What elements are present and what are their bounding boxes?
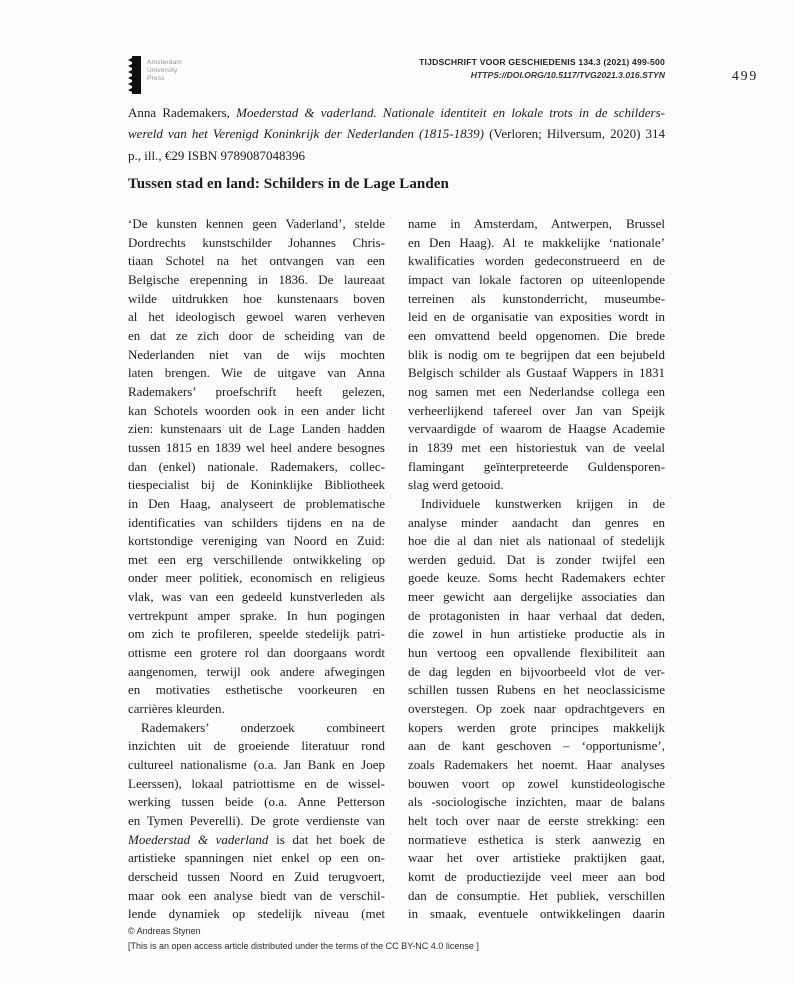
body-text-line: schillen tussen Rubens en het neoclassicisme — [408, 682, 665, 698]
body-text-line: tiespecialist bij de Koninklijke Bibliotheek — [128, 477, 385, 493]
journal-title-issue: TIJDSCHRIFT VOOR GESCHIEDENIS 134.3 (2021) 499-500 — [419, 57, 665, 67]
body-text-line: komt de productiezijde veel meer aan bod — [408, 868, 665, 884]
body-text-line: werden geduid. Dat is zonder twijfel een — [408, 551, 665, 567]
journal-header — [128, 56, 665, 82]
body-text-line: in 1839 met een historiestuk van de veelal — [408, 439, 665, 455]
body-text-line: artistieke spanningen niet enkel op een on- — [128, 850, 385, 866]
copyright-line: © Andreas Stynen — [128, 926, 201, 936]
body-text-line: vlak, was van een gedeeld kunstverleden als — [128, 589, 385, 605]
citation-line: wereld van het Verenigd Koninkrijk der Nederlanden (1815-1839) (Verloren; Hilversum, 2020) 314 — [128, 126, 665, 142]
body-text-line: Belgisch schilder als Gustaaf Wappers in 1831 — [408, 365, 665, 381]
body-text-line: cultureel nationalisme (o.a. Jan Bank en Joep — [128, 757, 385, 773]
body-text-line: Dordrechts kunstschilder Johannes Chris- — [128, 234, 385, 250]
body-text-line: normatieve esthetica is sterk aanwezig en — [408, 831, 665, 847]
citation-line: p., ill., €29 ISBN 9789087048396 — [128, 147, 305, 163]
body-text-line: aangenomen, terwijl ook andere afwegingen — [128, 663, 385, 679]
body-text-line: kwalificaties worden gedeconstrueerd en de — [408, 253, 665, 269]
citation-line: Anna Rademakers, Moederstad & vaderland. Nationale identiteit en lokale trots in de schilders- — [128, 105, 665, 120]
body-text-line: Individuele kunstwerken krijgen in de — [421, 495, 665, 511]
page-footer — [128, 924, 479, 953]
body-text-line: laten brengen. Wie de uitgave van Anna — [128, 365, 385, 381]
body-text-line: de protagonisten in haar verhaal dat deden, — [408, 607, 665, 623]
body-text-line: in Den Haag, analyseert de problematische — [128, 495, 385, 511]
body-text-line: en Tymen Peverelli). De grote verdienste van — [128, 813, 385, 828]
body-column-right — [408, 215, 665, 924]
body-text-line: Nederlanden niet van de wijs mochten — [128, 346, 385, 362]
body-text-line: kortstondige vereniging van Noord en Zuid: — [128, 533, 385, 549]
body-text-line: nog samen met een Nederlandse collega een — [408, 383, 665, 399]
body-text-line: ‘De kunsten kennen geen Vaderland’, stelde — [128, 216, 385, 231]
body-text-line: kan Schotels woorden ook in een ander licht — [128, 402, 385, 418]
review-heading: Tussen stad en land: Schilders in de Lage Landen — [128, 176, 450, 192]
body-text-line: Moederstad & vaderland is dat het boek de — [128, 831, 386, 847]
body-text-line: dan de consumptie. Het publiek, verschillen — [408, 887, 665, 903]
body-text-line: tussen 1815 en 1839 wel heel andere besognes — [128, 439, 385, 455]
book-citation — [128, 102, 665, 166]
body-text-line: maar ook een analyse biedt van de verschil- — [128, 887, 385, 903]
body-text-line: Belgische erepenning in 1836. De laureaat — [128, 271, 385, 287]
body-text-line: lende dynamiek op stedelijk niveau (met — [128, 906, 385, 922]
body-text-line: de dag legden en bijvoorbeeld vlot de ver- — [408, 663, 665, 679]
body-text-line: een omvattend beeld opgenomen. Die brede — [408, 327, 665, 343]
body-text-line: en dat ze zich door de scheiding van de — [128, 327, 385, 343]
body-text-line: met een erg verschillende ontwikkeling op — [128, 551, 385, 567]
body-text-line: slag werd getooid. — [408, 477, 504, 493]
body-text-line: analyse minder aandacht dan genres en — [408, 514, 665, 530]
body-text-line: wilde uitdrukken hoe kunstenaars boven — [128, 290, 385, 306]
body-text-line: die zowel in hun artistieke productie als in — [408, 626, 665, 642]
publisher-name-line: Press — [147, 75, 165, 82]
body-text-line: werking tussen beide (o.a. Anne Petterson — [128, 794, 385, 810]
body-text-line: bouwen voort op zowel kunstideologische — [408, 775, 665, 791]
body-text-line: meer gewicht aan dergelijke associaties dan — [408, 589, 665, 605]
body-column-left — [128, 215, 385, 924]
body-text-line: verheerlijkend tafereel over Jan van Speijk — [408, 402, 665, 418]
body-text-line: en Den Haag). Al te makkelijke ‘nationale’ — [408, 234, 665, 250]
body-text-line: als -sociologische inzichten, maar de balans — [408, 794, 665, 810]
body-text-line: blik is nodig om te begrijpen dat een bejubeld — [408, 346, 665, 362]
body-text-line: en motivaties esthetische voorkeuren en — [128, 682, 385, 698]
body-text-line: hun vertoog een opvallende flexibiliteit aan — [408, 645, 665, 661]
body-text-line: om zich te profileren, speelde stedelijk patri- — [128, 626, 385, 642]
body-text-line: identificaties van schilders tijdens en na de — [128, 514, 385, 530]
page-number: 499 — [732, 68, 759, 83]
body-text-line: name in Amsterdam, Antwerpen, Brussel — [408, 216, 665, 231]
body-text-line: kopers werden grote principes makkelijk — [408, 719, 665, 735]
body-text-line: carrières kleurden. — [128, 701, 225, 717]
body-text-line: ottisme een grotere rol dan doorgaans wordt — [128, 645, 385, 661]
body-text-line: vervaardigde of waarom de Haagse Academie — [408, 421, 665, 437]
body-text-line: tiaan Schotel na het ontvangen van een — [128, 253, 385, 269]
body-text-line: Rademakers’ proefschrift heeft gelezen, — [128, 383, 385, 399]
publisher-name-line: Amsterdam — [147, 59, 183, 66]
body-text-line: Rademakers’ onderzoek combineert — [141, 719, 385, 735]
body-text-line: dan (enkel) nationale. Rademakers, collec- — [128, 458, 385, 474]
body-text-line: overstegen. Op zoek naar opdrachtgevers en — [408, 701, 665, 717]
body-text-line: inzichten uit de groeiende literatuur rond — [128, 738, 385, 754]
body-text-line: aan de kant geschoven – ‘opportunisme’, — [408, 738, 665, 754]
body-text-line: leid en de organisatie van exposities wordt in — [408, 309, 665, 325]
body-text-line: vertrekpunt amper sprake. In hun pogingen — [128, 607, 385, 623]
body-text-line: terreinen als kunstonderricht, museumbe- — [408, 290, 665, 306]
body-text-line: zien: kunstenaars uit de Lage Landen hadden — [128, 421, 385, 437]
body-text-line: Leerssen), lokaal patriottisme en de wissel- — [128, 775, 385, 791]
body-text-line: impact van lokale factoren op uiteenlopende — [408, 271, 665, 287]
body-text-line: al het ideologisch gewoel waren verheven — [128, 309, 385, 325]
body-text-line: helt toch over naar de eerste strekking: een — [408, 813, 665, 828]
body-text-line: flamingant geïnterpreteerde Guldensporen- — [408, 458, 665, 474]
license-line: [This is an open access article distributed under the terms of the CC BY-NC 4.0 license ] — [128, 940, 479, 951]
body-text-line: zoals Rademakers het noemt. Haar analyses — [408, 757, 665, 773]
doi-link[interactable]: HTTPS://DOI.ORG/10.5117/TVG2021.3.016.STYN — [470, 70, 665, 80]
body-text-line: in smaak, eventuele ontwikkelingen daarin — [408, 906, 665, 922]
body-text-line: onder meer politiek, economisch en religieus — [128, 570, 385, 586]
body-text-line: waar het over artistieke praktijken gaat, — [408, 850, 665, 866]
publisher-name-line: University — [147, 67, 178, 74]
body-text-line: goede keuze. Soms hecht Rademakers echter — [408, 570, 665, 586]
body-text-line: hoe die al dan niet als nationaal of stedelijk — [408, 533, 665, 549]
body-text-line: derscheid tussen Noord en Zuid terugvoert, — [128, 868, 385, 884]
